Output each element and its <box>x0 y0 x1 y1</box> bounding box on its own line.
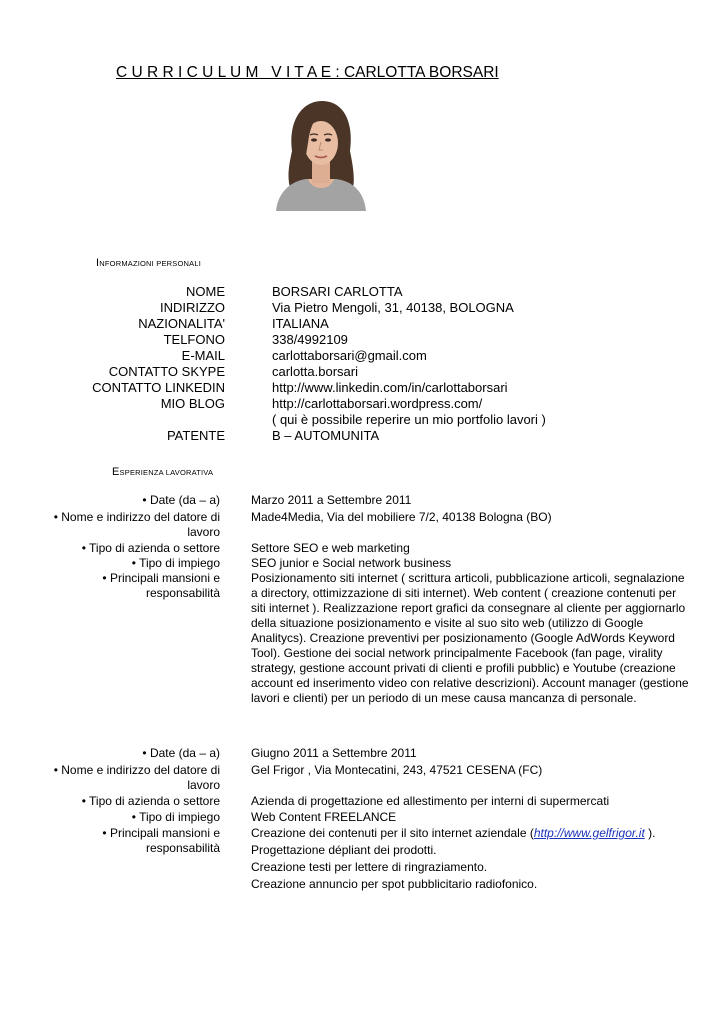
value-nationality: ITALIANA <box>272 316 329 331</box>
label-name: NOME <box>186 284 225 299</box>
value-blog: http://carlottaborsari.wordpress.com/ <box>272 396 483 411</box>
value-address: Via Pietro Mengoli, 31, 40138, BOLOGNA <box>272 300 514 315</box>
job1-sector-label: • Tipo di azienda o settore <box>81 541 220 555</box>
duty-line: Progettazione dépliant dei prodotti. <box>251 843 437 857</box>
job2-date-value: Giugno 2011 a Settembre 2011 <box>251 746 417 760</box>
value-skype: carlotta.borsari <box>272 364 358 379</box>
value-name: BORSARI CARLOTTA <box>272 284 403 299</box>
duty-line: Creazione testi per lettere di ringraziamento. <box>251 860 488 874</box>
value-email: carlottaborsari@gmail.com <box>272 348 427 363</box>
job2-sector-value: Azienda di progettazione ed allestimento per interni di supermercati <box>251 794 610 808</box>
value-license: B – AUTOMUNITA <box>272 428 380 443</box>
job2-duties-label: • Principali mansioni e responsabilità <box>102 826 220 855</box>
job1-duties-label: • Principali mansioni e responsabilità <box>102 571 220 600</box>
job1-date-value: Marzo 2011 a Settembre 2011 <box>251 493 412 507</box>
duty-line: Creazione dei contenuti per il sito internet aziendale (http://www.gelfrigor.it ). <box>251 826 656 840</box>
profile-photo <box>270 93 370 211</box>
job1-employer-label: • Nome e indirizzo del datore di lavoro <box>53 510 220 539</box>
job1-sector-value: Settore SEO e web marketing <box>251 541 410 555</box>
value-linkedin: http://www.linkedin.com/in/carlottaborsari <box>272 380 508 395</box>
label-linkedin: CONTATTO LINKEDIN <box>92 380 225 395</box>
portrait-image <box>270 93 370 211</box>
label-nationality: NAZIONALITA' <box>138 316 225 331</box>
label-blog: MIO BLOG <box>160 396 225 411</box>
job2-job-value: Web Content FREELANCE <box>251 810 397 824</box>
section-heading-work-experience: ESPERIENZA LAVORATIVA <box>112 466 214 478</box>
job1-job-value: SEO junior e Social network business <box>251 556 452 570</box>
job2-duties-value <box>251 826 691 892</box>
gelfrigor-link[interactable]: http://www.gelfrigor.it <box>533 826 645 840</box>
job1-employer-value: Made4Media, Via del mobiliere 7/2, 40138 Bologna (BO) <box>251 510 552 524</box>
cv-title: C U R R I C U L U M V I T A E : CARLOTTA BORSARI <box>116 64 499 81</box>
job1-job-label: • Tipo di impiego <box>131 556 220 570</box>
label-email: E-MAIL <box>181 348 225 363</box>
value-phone: 338/4992109 <box>272 332 348 347</box>
label-phone: TELFONO <box>163 332 225 347</box>
job2-employer-value: Gel Frigor , Via Montecatini, 243, 47521 CESENA (FC) <box>251 763 543 777</box>
duty-line: Creazione annuncio per spot pubblicitario radiofonico. <box>251 877 538 891</box>
label-license: PATENTE <box>166 428 225 443</box>
value-blog-note: ( qui è possibile reperire un mio portfolio lavori ) <box>272 412 546 427</box>
job1-duties-value: Posizionamento siti internet ( scrittura articoli, pubblicazione articoli, segnalazione a directory, ottimizzazione di siti internet). Web content ( creazione contenuti per siti internet ). Realizzazione report grafici da consegnare al cliente per aggiornarlo della situazione posizionamento e visite al suo sito web (utilizzo di Google Analitycs). Creazione preventivi per posizionamento (Google AdWords Keyword Tool). Gestione dei social network principalmente Facebook (fan page, virality strategy, gestione account privati di clienti e profili pubblic) e Youtube (creazione account ed inserimento video con relative descrizioni). Account manager (gestione lavori e clienti) per un periodo di un mese causa mancanza di personale. <box>251 571 689 705</box>
job1-date-label: • Date (da – a) <box>142 493 220 507</box>
label-skype: CONTATTO SKYPE <box>108 364 225 379</box>
job2-sector-label: • Tipo di azienda o settore <box>81 794 220 808</box>
job2-employer-label: • Nome e indirizzo del datore di lavoro <box>53 763 220 792</box>
job2-date-label: • Date (da – a) <box>142 746 220 760</box>
label-address: INDIRIZZO <box>160 300 225 315</box>
section-heading-personal-info: INFORMAZIONI PERSONALI <box>96 257 201 269</box>
job2-job-label: • Tipo di impiego <box>131 810 220 824</box>
